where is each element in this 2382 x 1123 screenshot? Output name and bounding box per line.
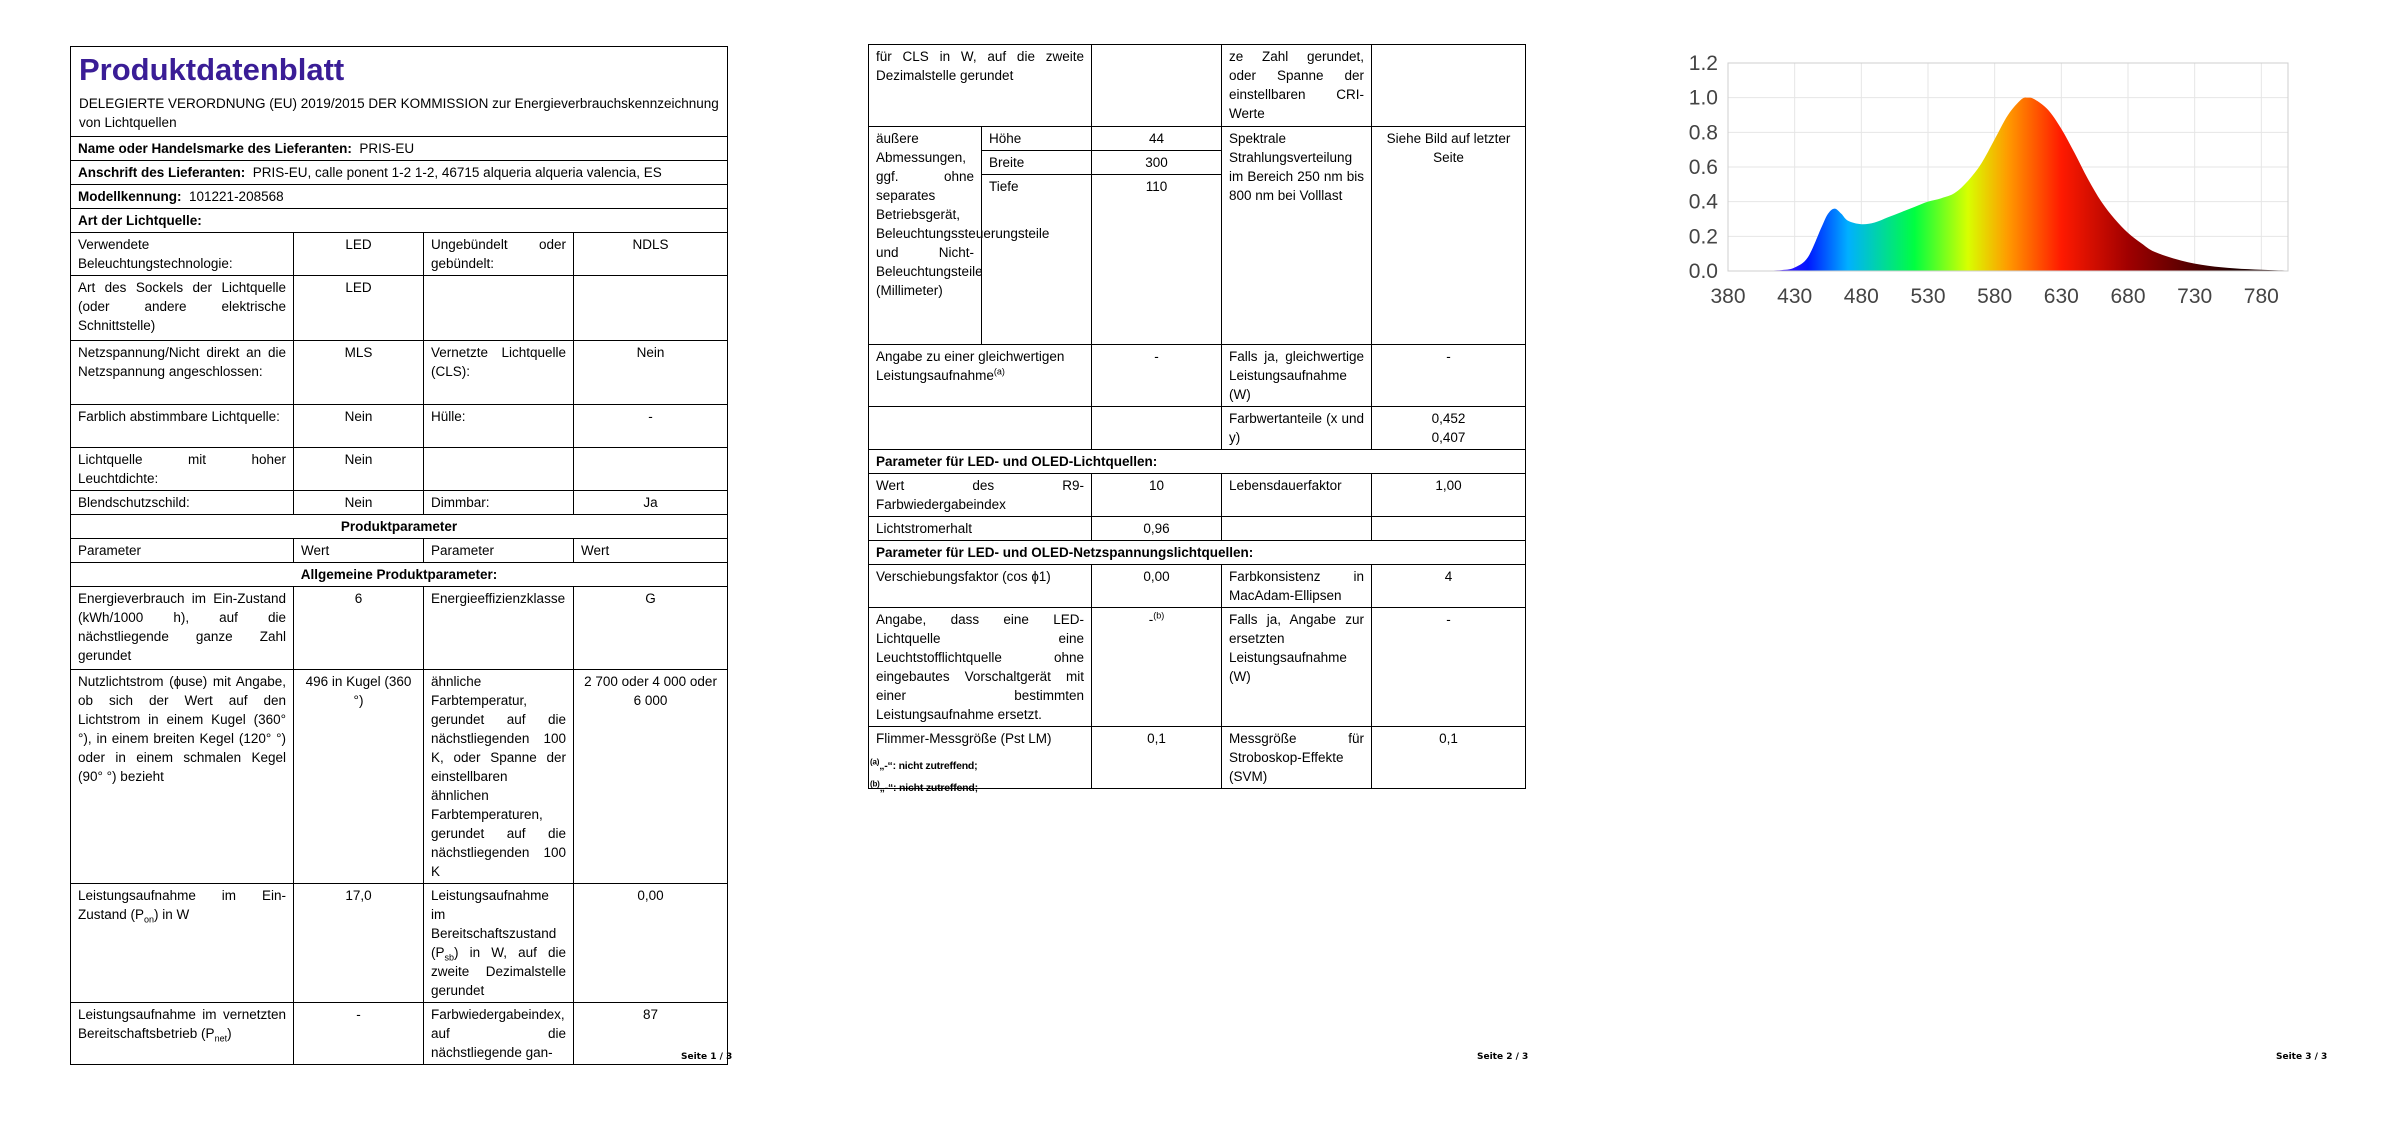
footnote-mark-a: (a) (993, 366, 1005, 377)
x-axis (1710, 285, 2278, 308)
y-tick-label: 0.4 (1688, 190, 1718, 214)
x-tick-label: 430 (1777, 285, 1813, 308)
pon-label-text: Leistungsaufnahme im Ein-Zustand (P (78, 888, 286, 922)
regulation-text: DELEGIERTE VERORDNUNG (EU) 2019/2015 DER KOMMISSION zur Energieverbrauchskennzeichnung von Lichtquellen (79, 96, 719, 130)
bundled-label: Ungebündelt oder gebündelt: (424, 233, 574, 276)
replace-value (1092, 608, 1222, 727)
cri-value: 87 (574, 1003, 728, 1065)
psb-label (424, 884, 574, 1003)
page-1 (0, 0, 790, 1123)
footnote-b (870, 779, 978, 794)
empty-cell (1222, 517, 1372, 541)
replace-value-text: - (1148, 612, 1154, 627)
supplier-address-label: Anschrift des Lieferanten: (78, 165, 246, 180)
flicker-value: 0,1 (1092, 727, 1222, 789)
x-tick-label: 680 (2110, 285, 2146, 308)
led-params-header: Parameter für LED- und OLED-Lichtquellen: (869, 450, 1526, 474)
equiv-label (869, 345, 1092, 407)
dimmable-label: Dimmbar: (424, 491, 574, 515)
col-value: Wert (574, 539, 728, 563)
empty-cell (574, 448, 728, 491)
envelope-label: Hülle: (424, 405, 574, 448)
spectrum-area (1728, 97, 2288, 271)
replace-label: Angabe, dass eine LED-Lichtquelle eine Leuchtstofflichtquelle ohne eingebautes Vorschaltgerät mit einer bestimmten Leistungsaufnahme ersetzt. (869, 608, 1092, 727)
flicker-label: Flimmer-Messgröße (Pst LM) (869, 727, 1092, 789)
empty-cell (869, 407, 1092, 450)
empty-cell (1092, 407, 1222, 450)
y-tick-label: 0.2 (1688, 225, 1718, 249)
spd-value: Siehe Bild auf letzter Seite (1372, 127, 1526, 345)
pon-value: 17,0 (294, 884, 424, 1003)
chroma-y: 0,407 (1431, 430, 1466, 445)
model-row (71, 185, 728, 209)
y-tick-label: 0.6 (1688, 156, 1718, 179)
supplier-address: PRIS-EU, calle ponent 1-2 1-2, 46715 alqueria alqueria valencia, ES (252, 165, 662, 180)
flux-value: 496 in Kugel (360 °) (294, 670, 424, 884)
replace2-value: - (1372, 608, 1526, 727)
depth-value: 110 (1092, 175, 1222, 345)
empty-cell (424, 276, 574, 341)
model-label: Modellkennung: (78, 189, 182, 204)
pnet-label-text: ) (227, 1026, 232, 1041)
psb-label-text: ) in W, auf die zweite Dezimalstelle gerundet (431, 945, 566, 998)
mains-label: Netzspannung/Nicht direkt an die Netzspannung angeschlossen: (71, 341, 294, 405)
y-tick-label: 1.0 (1688, 86, 1718, 110)
mains-value: MLS (294, 341, 424, 405)
dims-label: äußere Abmessungen, ggf. ohne separates Betriebsgerät, Beleuchtungssteuerungsteile und Nicht-Beleuchtungsteile (Millimeter) (869, 127, 982, 345)
tunable-value: Nein (294, 405, 424, 448)
height-label: Höhe (982, 127, 1092, 151)
r9-label: Wert des R9-Farbwiedergabeindex (869, 474, 1092, 517)
r9-value: 10 (1092, 474, 1222, 517)
psb-subscript: sb (444, 952, 455, 963)
tech-value: LED (294, 233, 424, 276)
mains-params-header: Parameter für LED- und OLED-Netzspannungslichtquellen: (869, 541, 1526, 565)
y-axis (1689, 52, 1719, 283)
page-number: Seite 3 / 3 (2276, 1052, 2328, 1062)
tech-label: Verwendete Beleuchtungstechnologie: (71, 233, 294, 276)
macadam-value: 4 (1372, 565, 1526, 608)
page-title: Produktdatenblatt (79, 52, 345, 87)
chroma-value (1372, 407, 1526, 450)
spd-label: Spektrale Strahlungsverteilung im Bereich 250 nm bis 800 nm bei Volllast (1222, 127, 1372, 345)
footnote-b-mark: (b) (870, 779, 880, 789)
product-datasheet-table (70, 46, 728, 1065)
tunable-label: Farblich abstimmbare Lichtquelle: (71, 405, 294, 448)
footnote-a-text: „-“: nicht zutreffend; (879, 760, 978, 772)
macadam-label: Farbkonsistenz in MacAdam-Ellipsen (1222, 565, 1372, 608)
equiv-label-text: Angabe zu einer gleichwertigen Leistungsaufnahme (876, 349, 1065, 383)
bundled-value: NDLS (574, 233, 728, 276)
socket-value: LED (294, 276, 424, 341)
footnote-mark-b: (b) (1153, 610, 1165, 621)
eclass-label: Energieeffizienzklasse (424, 587, 574, 670)
dpf-value: 0,00 (1092, 565, 1222, 608)
y-tick-label: 0.0 (1688, 260, 1718, 283)
glare-value: Nein (294, 491, 424, 515)
glare-label: Blendschutzschild: (71, 491, 294, 515)
psb-label-text: Leistungsaufnahme im Bereitschaftszustand (P (431, 888, 557, 960)
page-number: Seite 1 / 3 (681, 1052, 733, 1062)
empty-cell (1092, 45, 1222, 127)
light-source-type-header: Art der Lichtquelle: (71, 209, 728, 233)
maint-value: 0,96 (1092, 517, 1222, 541)
general-params-header: Allgemeine Produktparameter: (71, 563, 728, 587)
supplier-name-row (71, 137, 728, 161)
hilum-label: Lichtquelle mit hoher Leuchtdichte: (71, 448, 294, 491)
pon-label-text: ) in W (154, 907, 190, 922)
cls-value: Nein (574, 341, 728, 405)
page-number: Seite 2 / 3 (1477, 1052, 1529, 1062)
envelope-value: - (574, 405, 728, 448)
footnote-a (870, 757, 978, 772)
x-tick-label: 580 (1977, 285, 2013, 308)
life-label: Lebensdauerfaktor (1222, 474, 1372, 517)
height-value: 44 (1092, 127, 1222, 151)
supplier-address-row (71, 161, 728, 185)
width-value: 300 (1092, 151, 1222, 175)
flux-label: Nutzlichtstrom (ɸuse) mit Angabe, ob sich der Wert auf den Lichtstrom in einem Kugel (360° °), in einem breiten Kegel (120° °) oder in einem schmalen Kegel (90° °) bezieht (71, 670, 294, 884)
product-datasheet-table-continued (868, 44, 1526, 789)
empty-cell (424, 448, 574, 491)
depth-label: Tiefe (982, 175, 1092, 345)
hilum-value: Nein (294, 448, 424, 491)
dpf-label: Verschiebungsfaktor (cos ɸ1) (869, 565, 1092, 608)
footnote-b-text: „-“: nicht zutreffend; (879, 782, 978, 794)
cri-label: Farbwiedergabeindex, auf die nächstliegende gan- (424, 1003, 574, 1065)
pnet-subscript: net (214, 1033, 228, 1044)
cont-left: für CLS in W, auf die zweite Dezimalstelle gerundet (869, 45, 1092, 127)
x-tick-label: 380 (1710, 285, 1746, 308)
page-2 (790, 0, 1580, 1123)
life-value: 1,00 (1372, 474, 1526, 517)
product-params-header: Produktparameter (71, 515, 728, 539)
cct-value: 2 700 oder 4 000 oder 6 000 (574, 670, 728, 884)
y-tick-label: 1.2 (1688, 52, 1718, 75)
col-param: Parameter (71, 539, 294, 563)
eclass-value: G (574, 587, 728, 670)
maint-label: Lichtstromerhalt (869, 517, 1092, 541)
pnet-value: - (294, 1003, 424, 1065)
pon-subscript: on (144, 914, 155, 925)
page-3 (1580, 0, 2382, 1123)
equiv-value: - (1092, 345, 1222, 407)
empty-cell (574, 276, 728, 341)
y-tick-label: 0.8 (1688, 121, 1718, 145)
socket-label: Art des Sockels der Lichtquelle (oder andere elektrische Schnittstelle) (71, 276, 294, 341)
chroma-x: 0,452 (1431, 411, 1466, 426)
energy-label: Energieverbrauch im Ein-Zustand (kWh/1000 h), auf die nächstliegende ganze Zahl gerundet (71, 587, 294, 670)
width-label: Breite (982, 151, 1092, 175)
x-tick-label: 730 (2177, 285, 2213, 308)
pnet-label (71, 1003, 294, 1065)
supplier-name-label: Name oder Handelsmarke des Lieferanten: (78, 141, 352, 156)
x-tick-label: 630 (2043, 285, 2079, 308)
model-id: 101221-208568 (189, 189, 284, 204)
x-tick-label: 780 (2243, 285, 2279, 308)
col-param: Parameter (424, 539, 574, 563)
cct-label: ähnliche Farbtemperatur, gerundet auf die nächstliegenden 100 K, oder Spanne der einstellbaren ähnlichen Farbtemperaturen, gerundet auf die nächstliegenden 100 K (424, 670, 574, 884)
psb-value: 0,00 (574, 884, 728, 1003)
cls-label: Vernetzte Lichtquelle (CLS): (424, 341, 574, 405)
pon-label (71, 884, 294, 1003)
svm-label: Messgröße für Stroboskop-Effekte (SVM) (1222, 727, 1372, 789)
replace2-label: Falls ja, Angabe zur ersetzten Leistungsaufnahme (W) (1222, 608, 1372, 727)
dimmable-value: Ja (574, 491, 728, 515)
equiv2-value: - (1372, 345, 1526, 407)
col-value: Wert (294, 539, 424, 563)
spectral-distribution-chart (1660, 45, 2300, 325)
title-cell (71, 47, 728, 137)
chroma-label: Farbwertanteile (x und y) (1222, 407, 1372, 450)
empty-cell (1372, 517, 1526, 541)
empty-cell (1372, 45, 1526, 127)
energy-value: 6 (294, 587, 424, 670)
x-tick-label: 530 (1910, 285, 1946, 308)
supplier-name: PRIS-EU (359, 141, 415, 156)
footnote-a-mark: (a) (870, 757, 880, 767)
equiv2-label: Falls ja, gleichwertige Leistungsaufnahme (W) (1222, 345, 1372, 407)
x-tick-label: 480 (1843, 285, 1879, 308)
pnet-label-text: Leistungsaufnahme im vernetzten Bereitschaftsbetrieb (P (78, 1007, 286, 1041)
cont-right: ze Zahl gerundet, oder Spanne der einstellbaren CRI-Werte (1222, 45, 1372, 127)
svm-value: 0,1 (1372, 727, 1526, 789)
